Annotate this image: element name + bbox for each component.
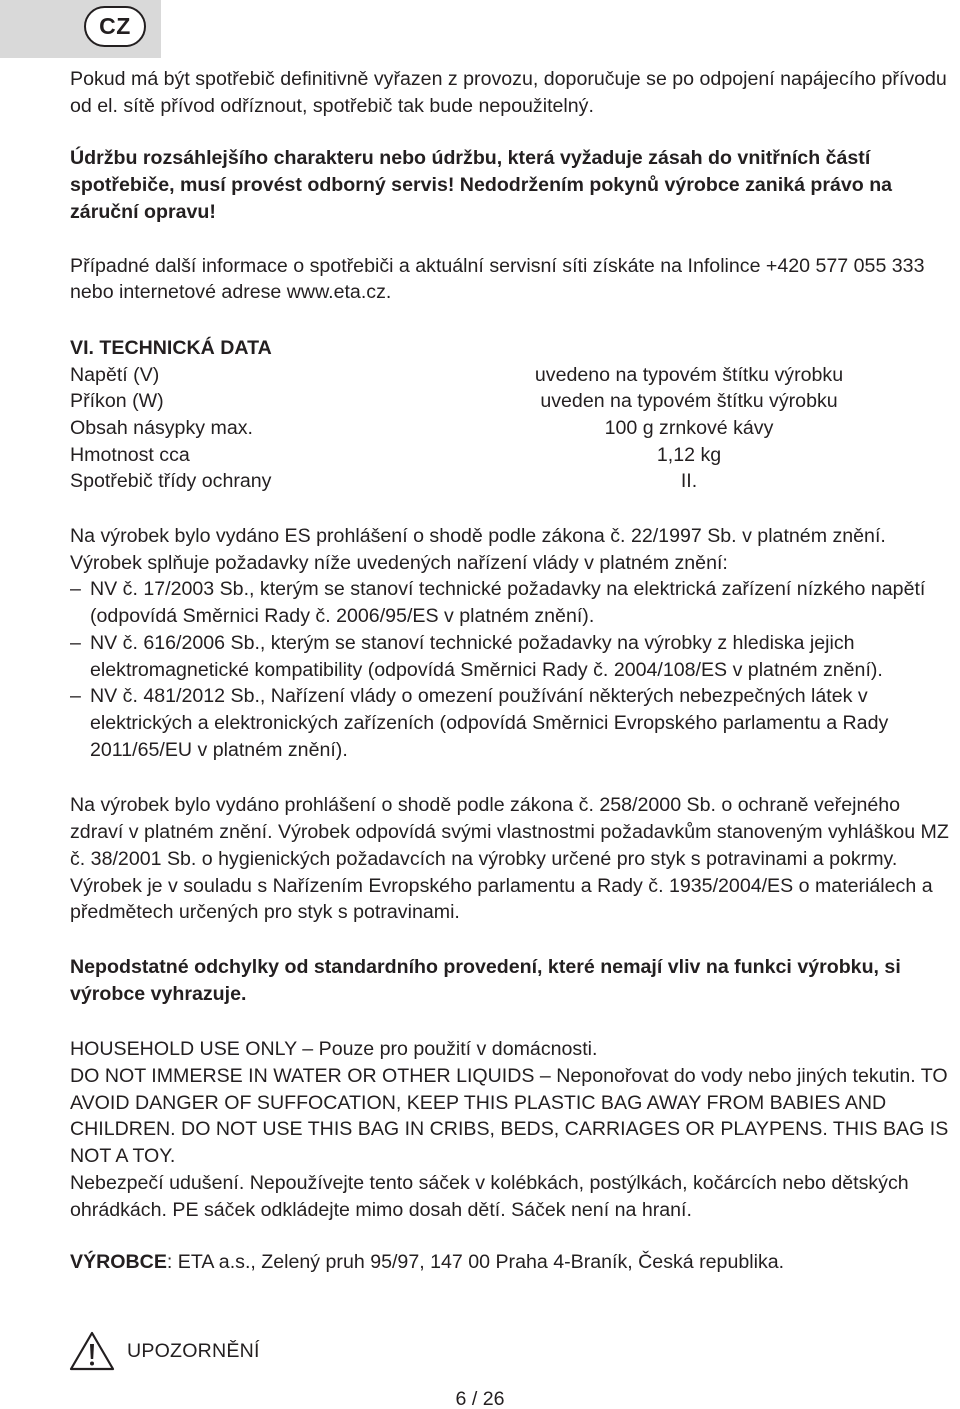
spec-title: VI. TECHNICKÁ DATA xyxy=(70,336,272,359)
spec-row xyxy=(70,388,950,415)
spec-row xyxy=(70,362,950,389)
spec-value: 1,12 kg xyxy=(656,443,722,466)
spec-row xyxy=(70,468,950,495)
spec-value: 100 g zrnkové kávy xyxy=(604,417,774,439)
food-contact-paragraph: Na výrobek bylo vydáno prohlášení o shodě podle zákona č. 258/2000 Sb. o ochraně veřejného zdraví v platném znění. Výrobek odpovídá svými vlastnostmi požadavkům stanoveným vyhláškou MZ č. 38/2001 Sb. o hygienických požadavcích na výrobky určené pro styk s potravinami a pokrmy. Výrobek je v souladu s Nařízením Evropského parlamentu a Rady č. 1935/2004/ES o materiálech a předmětech určených pro styk s potravinami. xyxy=(70,794,949,924)
spec-value: uveden na typovém štítku výrobku xyxy=(540,390,838,413)
service-paragraph: Údržbu rozsáhlejšího charakteru nebo údržbu, která vyžaduje zásah do vnitřních částí spotřebiče, musí provést odborný servis! Nedodržením pokynů výrobce zaniká právo na záruční opravu! xyxy=(70,147,893,223)
language-badge: CZ xyxy=(84,6,146,47)
spec-row xyxy=(70,415,950,442)
spec-value: uvedeno na typovém štítku výrobku xyxy=(534,363,844,386)
regulation-item xyxy=(70,630,950,683)
regulation-item xyxy=(70,576,950,629)
info-paragraph: Případné další informace o spotřebiči a aktuální servisní síti získáte na Infolince +420 577 055 333 nebo internetové adrese www.eta.cz. xyxy=(70,254,925,304)
dash-bullet: – xyxy=(70,685,81,708)
spec-value: II. xyxy=(680,470,698,493)
spec-label: Spotřebič třídy ochrany xyxy=(70,470,272,493)
spec-label: Příkon (W) xyxy=(70,390,164,413)
regulation-text: NV č. 616/2006 Sb., kterým se stanoví technické požadavky na výrobky z hlediska jejich elektromagnetické kompatibility (odpovídá Směrnici Rady č. 2004/108/ES v platném znění). xyxy=(90,631,883,681)
dash-bullet: – xyxy=(70,578,81,601)
spec-label: Obsah násypky max. xyxy=(70,417,253,439)
suffocation-warning: Nebezpečí udušení. Nepoužívejte tento sáček v kolébkách, postýlkách, kočárcích nebo dětských ohrádkách. PE sáček odkládejte mimo dosah dětí. Sáček není na hraní. xyxy=(70,1171,909,1221)
spec-row xyxy=(70,442,950,469)
disposal-paragraph: Pokud má být spotřebič definitivně vyřazen z provozu, doporučuje se po odpojení napájecího přívodu od el. sítě přívod odříznout, spotřebič tak bude nepoužitelný. xyxy=(70,68,947,117)
page-content xyxy=(70,66,950,1276)
spec-table xyxy=(70,362,950,495)
regulation-text: NV č. 481/2012 Sb., Nařízení vlády o omezení používání některých nebezpečných látek v elektrických a elektronických zařízeních (odpovídá Směrnici Evropského parlamentu a Rady 2011/65/EU v platném znění). xyxy=(90,685,889,761)
spec-label: Napětí (V) xyxy=(70,363,160,386)
page-number: 6 / 26 xyxy=(455,1388,505,1409)
immerse-warning: DO NOT IMMERSE IN WATER OR OTHER LIQUIDS – Neponořovat do vody nebo jiných tekutin. TO AVOID DANGER OF SUFFOCATION, KEEP THIS PLASTIC BAG AWAY FROM BABIES AND CHILDREN. DO NOT USE THIS BAG IN CRIBS, BEDS, CARRIAGES OR PLAYPENS. THIS BAG IS NOT A TOY. xyxy=(70,1065,949,1168)
manufacturer-line xyxy=(70,1249,950,1276)
warning-block xyxy=(69,1327,260,1375)
spec-label: Hmotnost cca xyxy=(70,443,190,466)
declaration-intro: Na výrobek bylo vydáno ES prohlášení o shodě podle zákona č. 22/1997 Sb. v platném znění. Výrobek splňuje požadavky níže uvedených nařízení vlády v platném znění: xyxy=(70,525,886,574)
regulation-text: NV č. 17/2003 Sb., kterým se stanoví technické požadavky na elektrická zařízení nízkého napětí (odpovídá Směrnici Rady č. 2006/95/ES v platném znění). xyxy=(90,578,926,628)
regulation-item xyxy=(70,683,950,763)
language-tab xyxy=(0,0,161,58)
deviations-paragraph: Nepodstatné odchylky od standardního provedení, které nemají vliv na funkci výrobku, si výrobce vyhrazuje. xyxy=(70,955,901,1005)
household-warning: HOUSEHOLD USE ONLY – Pouze pro použití v domácnosti. xyxy=(70,1038,598,1061)
manufacturer-label: VÝROBCE xyxy=(70,1251,167,1274)
manufacturer-text: : ETA a.s., Zelený pruh 95/97, 147 00 Praha 4-Braník, Česká republika. xyxy=(166,1251,785,1274)
dash-bullet: – xyxy=(70,631,81,654)
warning-triangle-icon xyxy=(69,1330,115,1372)
warning-label: UPOZORNĚNÍ xyxy=(127,1339,260,1362)
